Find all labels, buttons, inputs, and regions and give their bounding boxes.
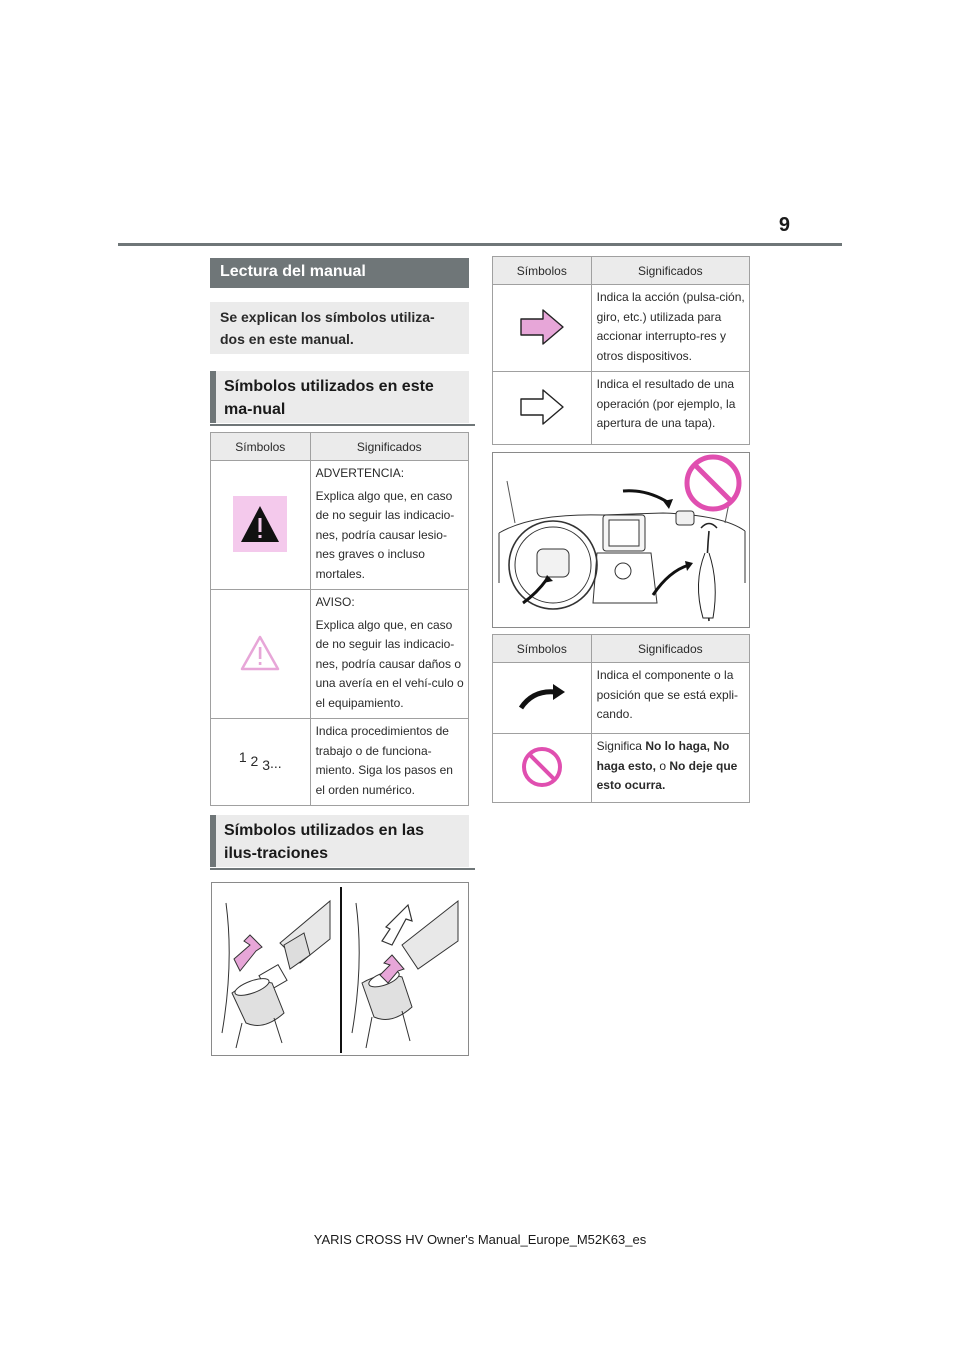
section-title: Lectura del manual [210,258,469,288]
table-row [211,590,469,719]
page-number: 9 [778,214,790,236]
header-rule [118,243,842,246]
table-header-symbols: Símbolos [493,257,592,285]
table-row [493,372,750,445]
meaning-cell [310,590,468,719]
subsection-manual-symbols [210,371,469,423]
prohibited-icon [520,745,564,789]
warning-description: Explica algo que, en caso de no seguir las indicacio-nes, podría causar lesio-nes graves o incluso mortales. [315,488,455,581]
table-row [211,461,469,590]
table-header-meanings: Significados [310,433,468,461]
warning-label: ADVERTENCIA: [315,466,405,480]
steps-description: Indica procedimientos de trabajo o de funciona-miento. Siga los pasos en el orden numérico. [315,724,453,797]
subsection-illustration-symbols [210,815,469,867]
prohibited-description: Significa No lo haga, No haga esto, o No deje que esto ocurra. [596,739,738,792]
table-row [493,285,750,372]
steps-icon: 1 2 3... [238,749,282,773]
symbol-cell [211,590,311,719]
symbol-cell [493,663,592,734]
table-header-meanings: Significados [591,635,749,663]
component-arrow-description: Indica el componente o la posición que se está expli-cando. [596,668,739,721]
warning-filled-icon [233,496,287,552]
curved-arrow-icon [517,682,567,712]
caution-label: AVISO: [315,595,355,609]
symbol-cell [493,372,592,445]
symbol-cell [211,461,311,590]
subsection-manual-symbols-title: Símbolos utilizados en este ma-nual [224,378,434,418]
symbol-cell [493,285,592,372]
subsection-illustration-symbols-title: Símbolos utilizados en las ilus-traciones [224,822,425,862]
table-row [493,734,750,803]
intro-text: Se explican los símbolos utiliza-dos en este manual. [210,302,469,354]
meaning-cell [591,372,749,445]
meaning-cell [591,734,749,803]
footer-text: YARIS CROSS HV Owner's Manual_Europe_M52K63_es [313,1232,647,1247]
meaning-cell [310,461,468,590]
symbols-table-illustration [492,634,750,803]
dashboard-illustration [492,452,750,628]
caution-description: Explica algo que, en caso de no seguir las indicacio-nes, podría causar daños o una avería en el vehí-culo o el equipamiento. [315,617,464,710]
table-header-meanings: Significados [591,257,749,285]
caution-outline-icon [238,633,282,673]
outline-arrow-icon [519,387,565,427]
meaning-cell [591,663,749,734]
symbols-table-arrows [492,256,750,445]
pink-arrow-icon [519,307,565,347]
seatbelt-drawing [212,883,468,1055]
table-header-symbols: Símbolos [211,433,311,461]
symbols-table-manual [210,432,469,806]
action-arrow-description: Indica la acción (pulsa-ción, giro, etc.) utilizada para accionar interrupto-res y otros dispositivos. [596,290,745,363]
subsection-rule [210,868,475,870]
table-header-symbols: Símbolos [493,635,592,663]
result-arrow-description: Indica el resultado de una operación (por ejemplo, la apertura de una tapa). [596,377,736,430]
symbol-cell [493,734,592,803]
table-row [211,719,469,806]
subsection-rule [210,424,475,426]
seatbelt-illustration [211,882,469,1056]
table-row [493,663,750,734]
meaning-cell [310,719,468,806]
meaning-cell [591,285,749,372]
symbol-cell [211,719,311,806]
dashboard-drawing [493,453,749,627]
